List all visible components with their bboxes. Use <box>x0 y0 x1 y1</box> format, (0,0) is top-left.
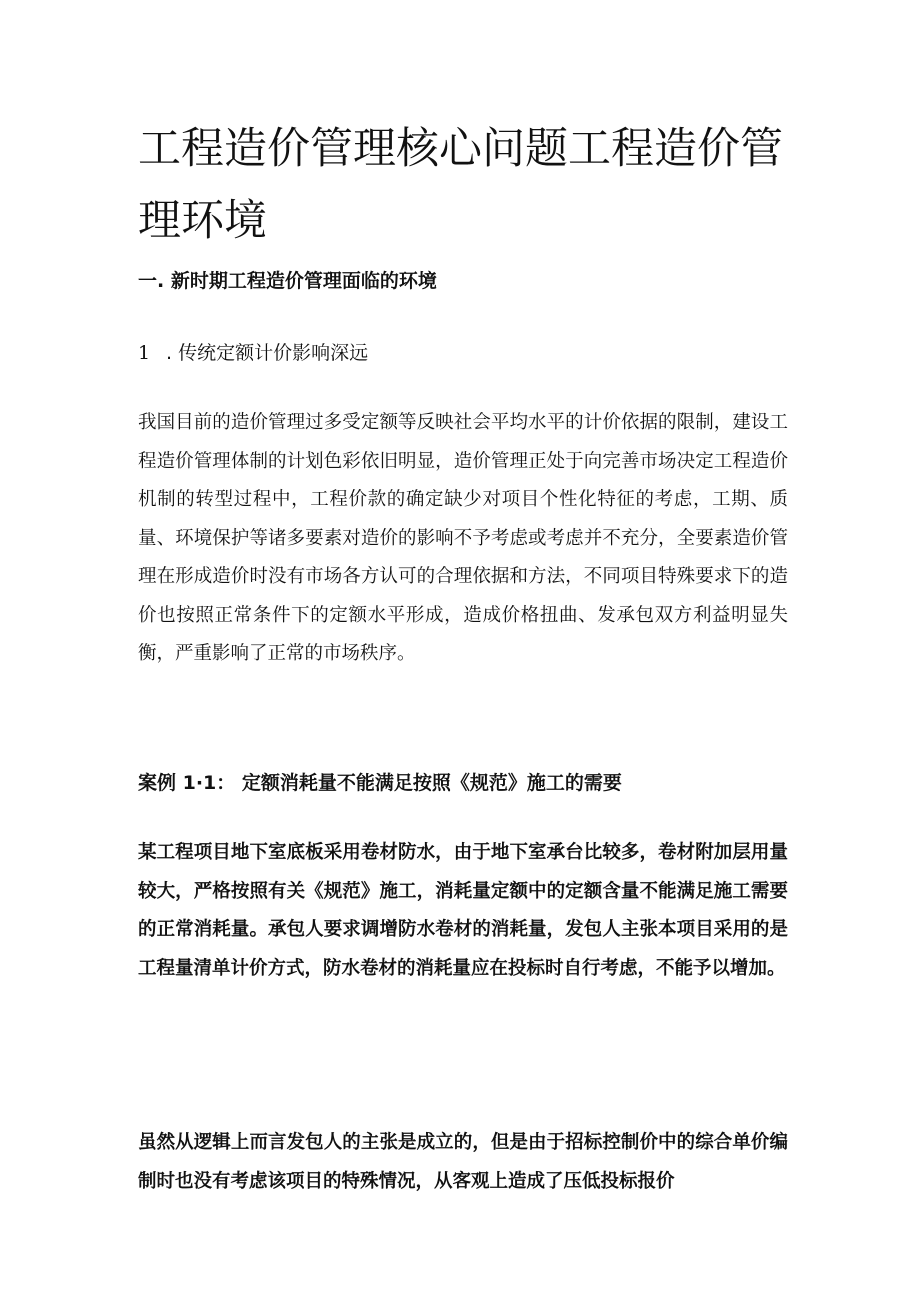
case-heading: 案例 1·1： 定额消耗量不能满足按照《规范》施工的需要 <box>138 772 622 794</box>
subheading-text: . 传统定额计价影响深远 <box>166 342 369 364</box>
body-paragraph-1: 我国目前的造价管理过多受定额等反映社会平均水平的计价依据的限制，建设工程造价管理体制的计划色彩依旧明显，造价管理正处于向完善市场决定工程造价机制的转型过程中，工程价款的确定缺少对项目个性化特征的考虑，工期、质量、环境保护等诸多要素对造价的影响不予考虑或考虑并不充分，全要素造价管理在形成造价时没有市场各方认可的合理依据和方法，不同项目特殊要求下的造价也按照正常条件下的定额水平形成，造成价格扭曲、发承包双方利益明显失衡，严重影响了正常的市场秩序。 <box>138 412 788 664</box>
subheading <box>138 338 368 368</box>
document-title: 工程造价管理核心问题工程造价管理环境 <box>138 124 783 246</box>
section-heading: 一. 新时期工程造价管理面临的环境 <box>138 270 437 292</box>
body-paragraph-2: 某工程项目地下室底板采用卷材防水，由于地下室承台比较多，卷材附加层用量较大，严格按照有关《规范》施工，消耗量定额中的定额含量不能满足施工需要的正常消耗量。承包人要求调增防水卷材的消耗量，发包人主张本项目采用的是工程量清单计价方式，防水卷材的消耗量应在投标时自行考虑，不能予以增加。 <box>138 842 788 979</box>
subheading-number: 1 <box>138 342 151 364</box>
body-paragraph-3: 虽然从逻辑上而言发包人的主张是成立的，但是由于招标控制价中的综合单价编制时也没有考虑该项目的特殊情况，从客观上造成了压低投标报价 <box>138 1132 788 1192</box>
